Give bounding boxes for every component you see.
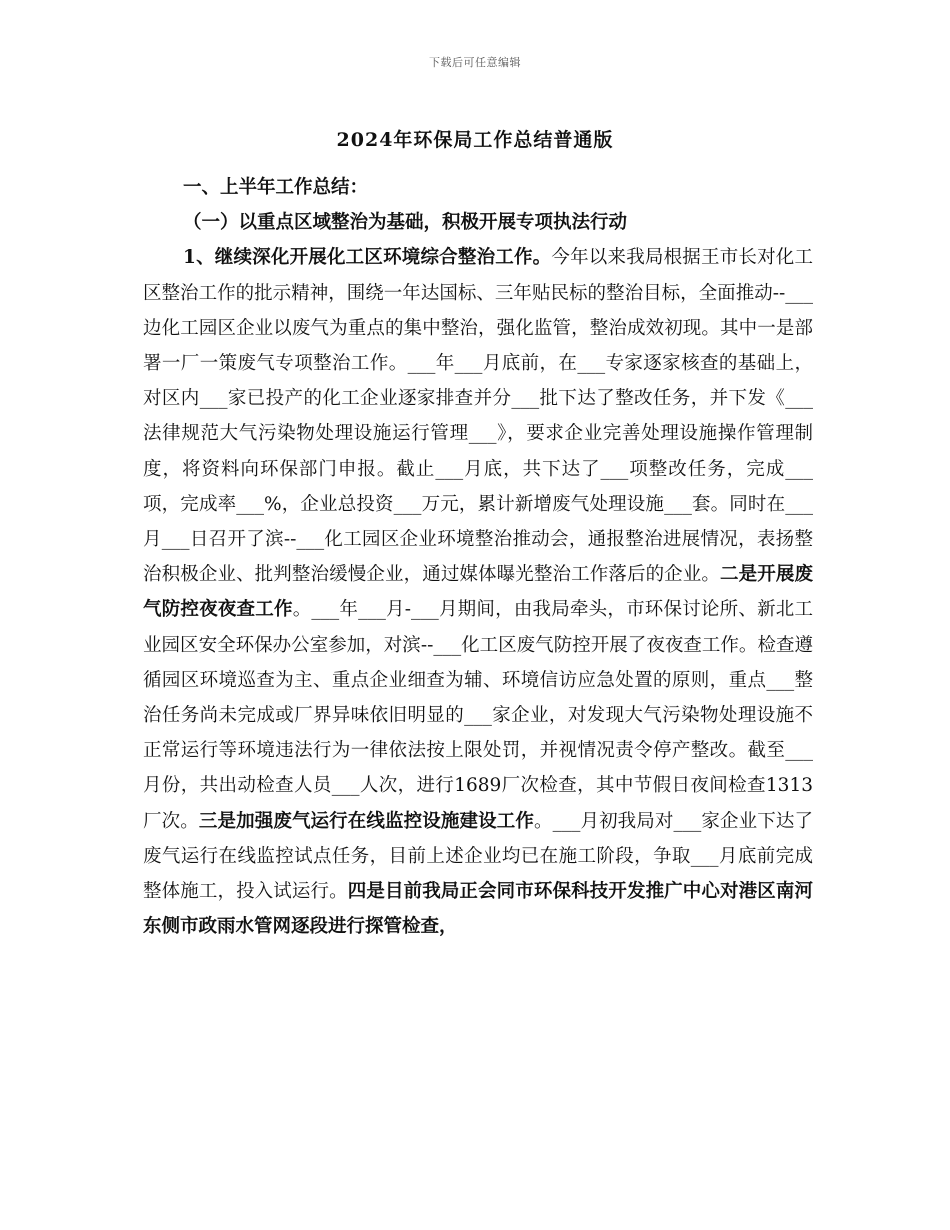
paragraph-1-point-4: 四是目前我局正会同市环保科技开发推广中心对港区南河东侧市政雨水管网逐段进行探管检查，: [143, 881, 813, 938]
document-body: [143, 170, 813, 944]
paragraph-1-text: 今年以来我局根据王市长对化工区整治工作的批示精神，围绕一年达国标、三年贴民标的整治目标，全面推动--___边化工园区企业以废气为重点的集中整治，强化监管，整治成效初现。其中一是部署一厂一策废气专项整治工作。___年___月底前，在___专家逐家核查的基础上，对区内___家已投产的化工企业逐家排查并分___批下达了整改任务，并下发《___法律规范大气污染物处理设施运行管理___》，要求企业完善处理设施操作管理制度，将资料向环保部门申报。截止___月底，共下达了___项整改任务，完成___项，完成率___%，企业总投资___万元，累计新增废气处理设施___套。同时在___月___日召开了滨--___化工园区企业环境整治推动会，通报整治进展情况，表扬整治积极企业、批判整治缓慢企业，通过媒体曝光整治工作落后的企业。: [143, 247, 813, 586]
paragraph-1-lead: 1、继续深化开展化工区环境综合整治工作。: [183, 247, 552, 269]
section-heading-1: 一、上半年工作总结：: [183, 177, 369, 198]
paragraph-1-text-3: 。___月初我局对___家企业下达了废气运行在线监控试点任务，目前上述企业均已在施工阶段，争取___月底前完成整体施工，投入试运行。: [143, 810, 813, 903]
paragraph-1-point-2: 二是开展废气防控夜夜查工作: [143, 564, 813, 621]
section-heading-2: （一）以重点区域整治为基础，积极开展专项执法行动: [183, 212, 628, 234]
header-note: 下载后可任意编辑: [429, 56, 521, 69]
paragraph-1-point-3: 三是加强废气运行在线监控设施建设工作: [198, 810, 534, 832]
page-title: 2024年环保局工作总结普通版: [336, 129, 614, 151]
paragraph-1-text-2: 。___年___月-___月期间，由我局牵头，市环保讨论所、新北工业园区安全环保办公室参加，对滨--___化工区废气防控开展了夜夜查工作。检查遵循园区环境巡查为主、重点企业细查为辅、环境信访应急处置的原则，重点___整治任务尚未完成或厂界异味依旧明显的___家企业，对发现大气污染物处理设施不正常运行等环境违法行为一律依法按上限处罚，并视情况责令停产整改。截至___月份，共出动检查人员___人次，进行1689厂次检查，其中节假日夜间检查1313厂次。: [143, 599, 813, 832]
paragraph-1: [143, 240, 813, 944]
